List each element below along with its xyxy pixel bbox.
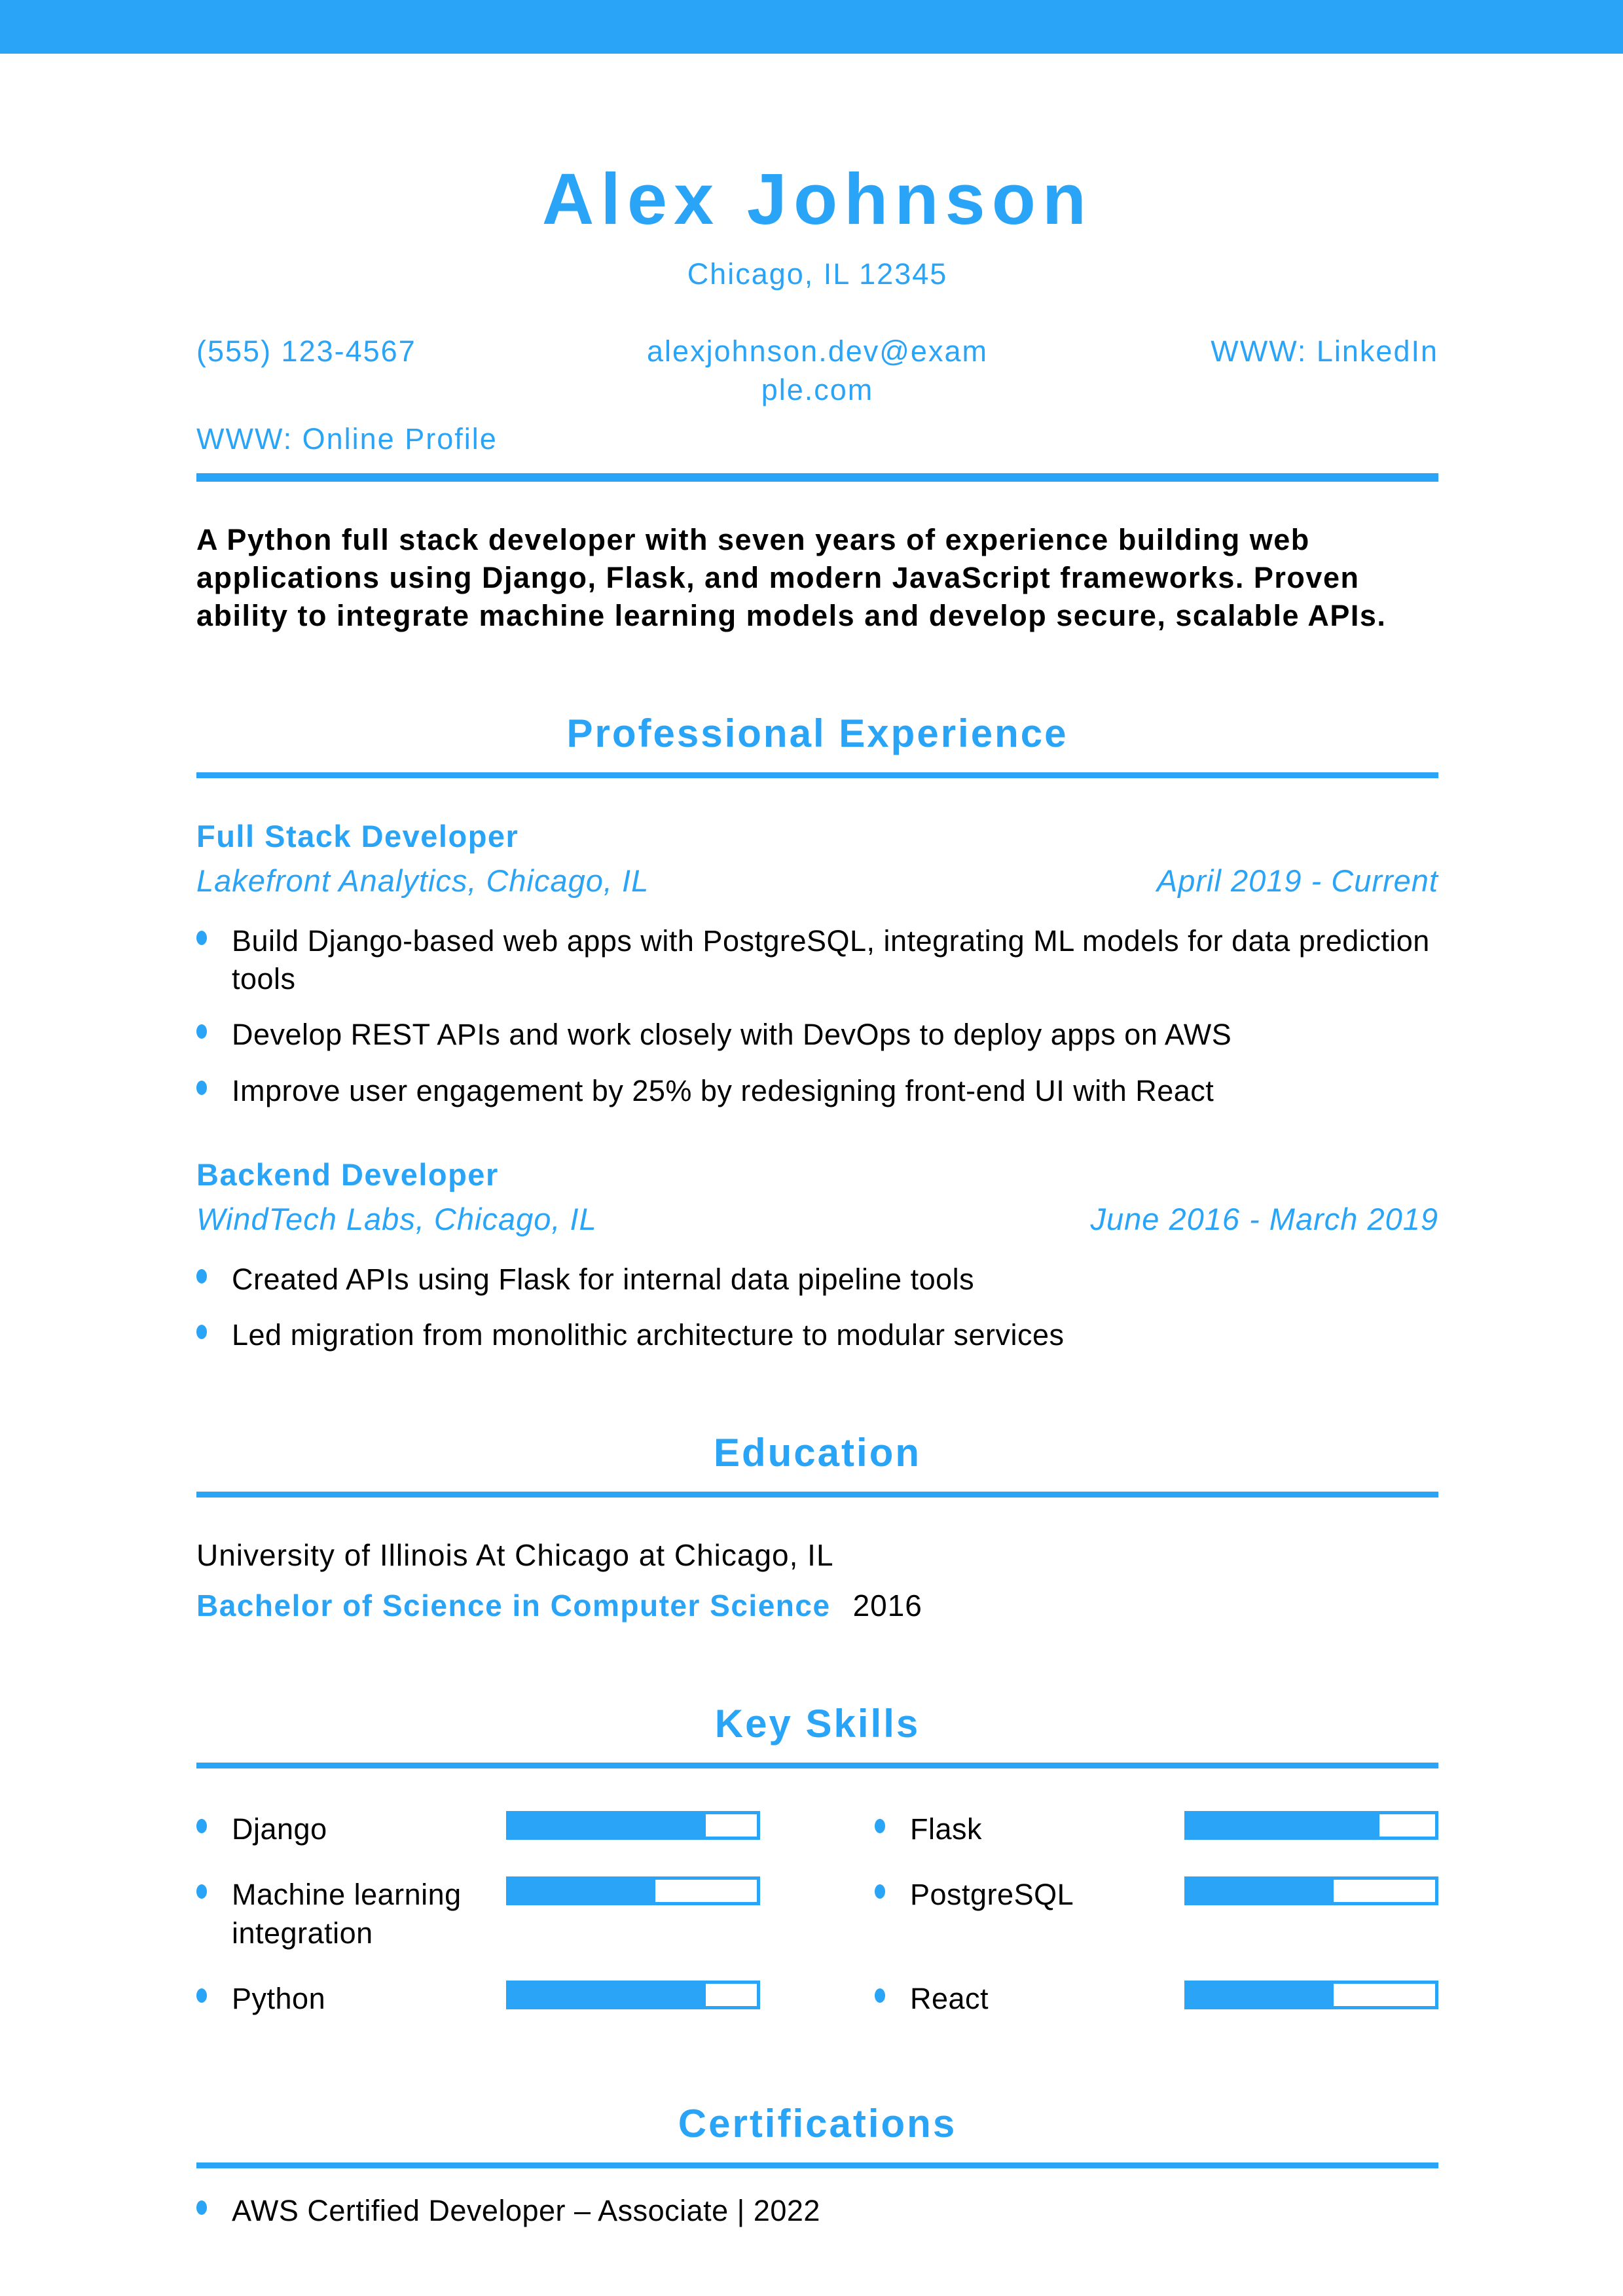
skill-bar — [1184, 1811, 1438, 1840]
summary-paragraph: A Python full stack developer with seven years of experience building web applications using Django, Flask, and modern JavaScript frameworks. Proven ability to integrate machine learning models and develop secure, scalable APIs. — [196, 523, 1387, 633]
phone-number: (555) 123-4567 — [196, 334, 416, 368]
education-rule — [196, 1492, 1438, 1498]
certifications-rule — [196, 2162, 1438, 2168]
skill-item — [196, 1810, 760, 1849]
contact-row — [196, 332, 1438, 409]
company-name: Lakefront Analytics, Chicago, IL — [196, 863, 649, 899]
bullet-icon — [196, 2200, 207, 2215]
skill-bar — [1184, 1981, 1438, 2009]
top-accent-band — [0, 0, 1623, 54]
skill-item — [875, 1876, 1438, 1952]
job-bullet-list — [196, 1261, 1438, 1354]
company-name: WindTech Labs, Chicago, IL — [196, 1201, 597, 1236]
section-title-skills: Key Skills — [714, 1701, 921, 1746]
bullet-icon — [196, 1024, 207, 1039]
skill-name: Flask — [910, 1812, 983, 1846]
skills-grid — [196, 1810, 1438, 2018]
degree-row — [196, 1587, 1438, 1625]
employment-dates: June 2016 - March 2019 — [1090, 1201, 1438, 1236]
bullet-icon — [196, 931, 207, 945]
skill-bar-remainder — [655, 1880, 757, 1902]
job-block — [196, 819, 1438, 1109]
bullet-icon — [196, 1884, 207, 1899]
section-title-certifications: Certifications — [678, 2101, 957, 2145]
job-meta-row — [196, 863, 1438, 899]
bullet-icon — [875, 1819, 885, 1833]
employment-dates: April 2019 - Current — [1156, 863, 1438, 899]
skill-name: Python — [232, 1982, 326, 2016]
skills-rule — [196, 1763, 1438, 1768]
bullet-text: Improve user engagement by 25% by redesigning front-end UI with React — [232, 1074, 1214, 1108]
skill-item — [196, 1980, 760, 2018]
list-item — [196, 1072, 1438, 1110]
skill-bar — [1184, 1876, 1438, 1905]
list-item — [196, 922, 1438, 997]
skill-item — [196, 1876, 760, 1952]
linkedin-link[interactable]: WWW: LinkedIn — [1211, 334, 1438, 368]
bullet-text: Develop REST APIs and work closely with DevOps to deploy apps on AWS — [232, 1018, 1232, 1052]
candidate-location: Chicago, IL 12345 — [687, 257, 948, 291]
job-meta-row — [196, 1202, 1438, 1237]
bullet-icon — [196, 1269, 207, 1283]
graduation-year: 2016 — [852, 1588, 922, 1623]
skill-name: Machine learning integration — [232, 1878, 462, 1950]
section-title-experience: Professional Experience — [566, 711, 1068, 756]
skill-bar-remainder — [1379, 1814, 1435, 1837]
bullet-icon — [875, 1988, 885, 2003]
list-item — [196, 1016, 1438, 1054]
certification-list — [196, 2192, 1438, 2230]
email-link[interactable]: alexjohnson.dev@example.com — [647, 334, 988, 406]
skill-item — [875, 1810, 1438, 1849]
skill-item — [875, 1980, 1438, 2018]
list-item — [196, 1261, 1438, 1299]
skill-bar — [506, 1981, 760, 2009]
bullet-text: Build Django-based web apps with PostgreSQL, integrating ML models for data prediction tools — [232, 924, 1430, 996]
job-bullet-list — [196, 922, 1438, 1109]
bullet-icon — [875, 1884, 885, 1899]
bullet-text: Created APIs using Flask for internal data pipeline tools — [232, 1262, 975, 1296]
online-profile-link[interactable]: WWW: Online Profile — [196, 422, 498, 456]
job-title: Backend Developer — [196, 1157, 499, 1192]
header-rule — [196, 473, 1438, 482]
skill-name: React — [910, 1982, 989, 2016]
bullet-icon — [196, 1325, 207, 1339]
skill-bar — [506, 1811, 760, 1840]
candidate-name: Alex Johnson — [541, 159, 1093, 240]
skill-name: PostgreSQL — [910, 1878, 1074, 1912]
skill-bar-remainder — [706, 1984, 757, 2006]
skill-bar — [506, 1876, 760, 1905]
job-block — [196, 1157, 1438, 1354]
certification-text: AWS Certified Developer – Associate | 2022 — [232, 2193, 820, 2227]
experience-rule — [196, 772, 1438, 778]
school-name: University of Illinois At Chicago at Chicago, IL — [196, 1537, 834, 1572]
bullet-text: Led migration from monolithic architecture to modular services — [232, 1318, 1065, 1352]
list-item — [196, 2192, 1438, 2230]
list-item — [196, 1316, 1438, 1354]
bullet-icon — [196, 1081, 207, 1095]
skill-bar-remainder — [706, 1814, 757, 1837]
degree-name: Bachelor of Science in Computer Science — [196, 1588, 831, 1623]
skill-bar-remainder — [1334, 1984, 1435, 2006]
bullet-icon — [196, 1819, 207, 1833]
section-title-education: Education — [713, 1430, 921, 1475]
resume-content — [0, 159, 1623, 2229]
job-title: Full Stack Developer — [196, 819, 519, 854]
bullet-icon — [196, 1988, 207, 2003]
skill-bar-remainder — [1334, 1880, 1435, 1902]
skill-name: Django — [232, 1812, 327, 1846]
